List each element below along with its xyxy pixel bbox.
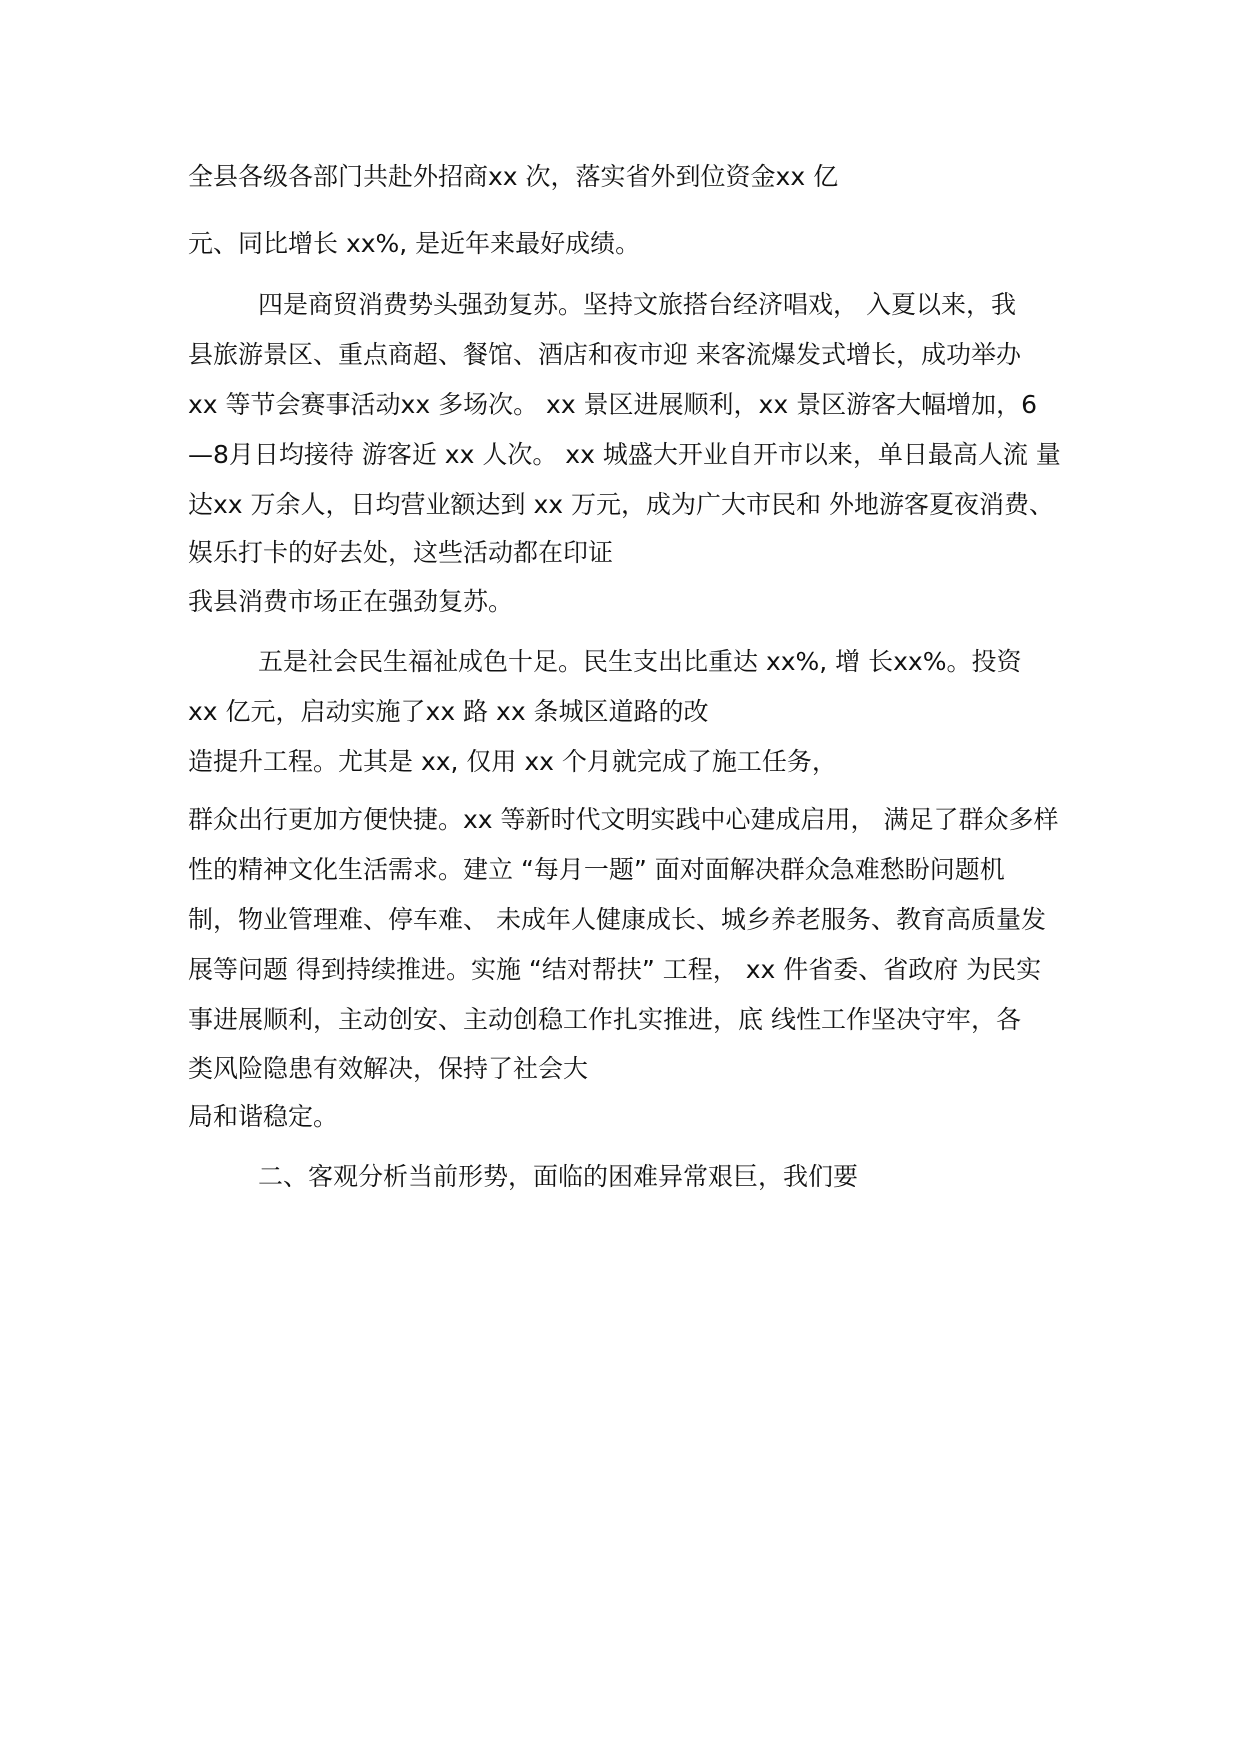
- text-line: —8月日均接待 游客近 xx 人次。 xx 城盛大开业自开市以来，单日最高人流 量: [188, 440, 1061, 469]
- text-line: 我县消费市场正在强劲复苏。: [188, 587, 514, 616]
- text-line: 局和谐稳定。: [188, 1102, 339, 1131]
- text-line: 事进展顺利，主动创安、主动创稳工作扎实推进，底 线性工作坚决守牢，各: [188, 1005, 1021, 1034]
- paragraph-start-line: 五是社会民生福祉成色十足。民生支出比重达 xx%, 增 长xx%。投资: [258, 647, 1022, 676]
- text-line: 达xx 万余人，日均营业额达到 xx 万元，成为广大市民和 外地游客夏夜消费、: [188, 490, 1054, 519]
- text-line: 全县各级各部门共赴外招商xx 次，落实省外到位资金xx 亿: [188, 162, 839, 191]
- text-line: 县旅游景区、重点商超、餐馆、酒店和夜市迎 来客流爆发式增长，成功举办: [188, 340, 1021, 369]
- text-line: 制，物业管理难、停车难、 未成年人健康成长、城乡养老服务、教育高质量发: [188, 905, 1046, 934]
- text-line: xx 亿元，启动实施了xx 路 xx 条城区道路的改: [188, 697, 709, 726]
- text-line: 元、同比增长 xx%, 是近年来最好成绩。: [188, 229, 641, 258]
- text-line: 展等问题 得到持续推进。实施 “结对帮扶” 工程， xx 件省委、省政府 为民实: [188, 955, 1042, 984]
- text-line: 群众出行更加方便快捷。xx 等新时代文明实践中心建成启用， 满足了群众多样: [188, 805, 1059, 834]
- paragraph-start-line: 四是商贸消费势头强劲复苏。坚持文旅搭台经济唱戏， 入夏以来，我: [258, 290, 1016, 319]
- text-line: 类风险隐患有效解决，保持了社会大: [188, 1054, 589, 1083]
- text-line: xx 等节会赛事活动xx 多场次。 xx 景区进展顺利，xx 景区游客大幅增加，6: [188, 390, 1038, 419]
- text-line: 性的精神文化生活需求。建立 “每月一题” 面对面解决群众急难愁盼问题机: [188, 855, 1005, 884]
- text-line: 造提升工程。尤其是 xx, 仅用 xx 个月就完成了施工任务，: [188, 747, 837, 776]
- text-line: 娱乐打卡的好去处，这些活动都在印证: [188, 538, 614, 567]
- section-heading-line: 二、客观分析当前形势，面临的困难异常艰巨，我们要: [258, 1162, 859, 1191]
